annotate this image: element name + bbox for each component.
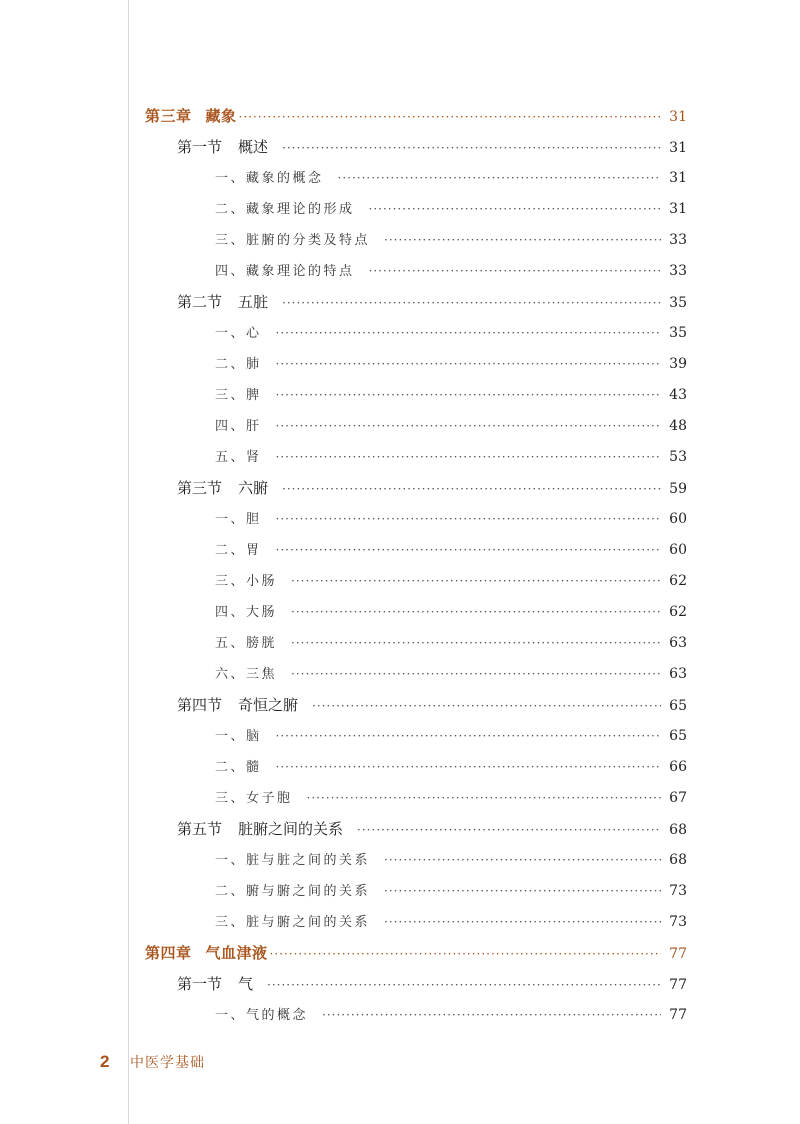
toc-entry-number: 第四章 <box>145 944 192 962</box>
toc-entry-title: 四、藏象理论的特点 <box>215 264 355 279</box>
toc-leader-dots <box>384 907 661 938</box>
toc-entry-label <box>177 690 298 721</box>
toc-leader-dots <box>276 752 662 783</box>
toc-entry-title: 一、气的概念 <box>215 1008 309 1023</box>
toc-item-row[interactable] <box>145 535 687 566</box>
toc-leader-dots <box>384 845 661 876</box>
toc-leader-dots <box>276 318 662 349</box>
toc-entry-number: 第四节 <box>177 696 223 714</box>
toc-page-number: 63 <box>669 666 687 682</box>
toc-entry-title: 一、藏象的概念 <box>215 171 324 186</box>
toc-page-number: 66 <box>669 759 687 775</box>
toc-leader-dots <box>239 102 662 133</box>
toc-page-number: 31 <box>669 140 687 156</box>
toc-page-number: 77 <box>669 946 687 962</box>
toc-entry-label <box>215 783 293 814</box>
toc-entry-label <box>215 349 262 380</box>
toc-item-row[interactable] <box>145 442 687 473</box>
toc-leader-dots <box>291 628 661 659</box>
toc-entry-title: 四、大肠 <box>215 605 278 620</box>
toc-page-number: 31 <box>669 201 687 217</box>
toc-item-row[interactable] <box>145 907 687 938</box>
toc-leader-dots <box>384 225 661 256</box>
toc-entry-label <box>215 1000 308 1031</box>
toc-item-row[interactable] <box>145 659 687 690</box>
toc-leader-dots <box>267 970 661 1001</box>
toc-entry-label <box>215 163 324 194</box>
toc-entry-label <box>215 380 262 411</box>
toc-entry-number: 第三章 <box>145 107 192 125</box>
toc-item-row[interactable] <box>145 1000 687 1031</box>
toc-page-number: 60 <box>669 542 687 558</box>
toc-entry-label <box>215 721 262 752</box>
toc-entry-number: 第一节 <box>177 138 223 156</box>
toc-item-row[interactable] <box>145 256 687 287</box>
toc-entry-title: 一、心 <box>215 326 262 341</box>
toc-chapter-row[interactable] <box>145 938 687 969</box>
toc-page-number: 62 <box>669 573 687 589</box>
toc-leader-dots <box>276 721 662 752</box>
toc-entry-number: 第五节 <box>177 820 223 838</box>
toc-entry-label <box>215 597 277 628</box>
toc-entry-title: 三、女子胞 <box>215 791 293 806</box>
toc-section-row[interactable] <box>145 132 687 163</box>
toc-entry-label <box>177 132 268 163</box>
toc-entry-label <box>215 411 262 442</box>
toc-entry-label <box>215 876 370 907</box>
toc-leader-dots <box>312 691 661 722</box>
toc-chapter-row[interactable] <box>145 101 687 132</box>
toc-leader-dots <box>276 349 662 380</box>
toc-entry-title: 五脏 <box>238 293 269 311</box>
toc-leader-dots <box>270 939 662 970</box>
toc-leader-dots <box>369 194 662 225</box>
toc-entry-title: 三、脏腑的分类及特点 <box>215 233 371 248</box>
toc-item-row[interactable] <box>145 318 687 349</box>
toc-item-row[interactable] <box>145 349 687 380</box>
toc-entry-title: 六、三焦 <box>215 667 278 682</box>
toc-leader-dots <box>276 380 662 411</box>
toc-page-number: 67 <box>669 790 687 806</box>
toc-entry-title: 藏象 <box>205 107 237 125</box>
toc-entry-title: 二、肺 <box>215 357 262 372</box>
toc-item-row[interactable] <box>145 163 687 194</box>
toc-page-number: 33 <box>669 232 687 248</box>
toc-entry-title: 二、腑与腑之间的关系 <box>215 884 371 899</box>
toc-entry-title: 一、脑 <box>215 729 262 744</box>
toc-page-number: 31 <box>669 109 687 125</box>
toc-item-row[interactable] <box>145 752 687 783</box>
toc-leader-dots <box>282 288 661 319</box>
toc-item-row[interactable] <box>145 411 687 442</box>
toc-entry-label <box>177 287 268 318</box>
toc-entry-label <box>215 535 262 566</box>
toc-item-row[interactable] <box>145 628 687 659</box>
toc-item-row[interactable] <box>145 566 687 597</box>
toc-entry-label <box>177 814 343 845</box>
toc-entry-title: 三、脾 <box>215 388 262 403</box>
toc-entry-label <box>215 442 262 473</box>
toc-page-number: 77 <box>669 1007 687 1023</box>
toc-entry-title: 五、肾 <box>215 450 262 465</box>
toc-item-row[interactable] <box>145 504 687 535</box>
toc-leader-dots <box>338 163 662 194</box>
toc-item-row[interactable] <box>145 225 687 256</box>
toc-leader-dots <box>291 566 661 597</box>
toc-leader-dots <box>307 783 662 814</box>
toc-page-number: 63 <box>669 635 687 651</box>
footer-page-number: 2 <box>100 1052 110 1071</box>
toc-leader-dots <box>322 1000 661 1031</box>
toc-entry-title: 奇恒之腑 <box>238 696 299 714</box>
table-of-contents <box>145 101 687 1031</box>
toc-leader-dots <box>384 876 661 907</box>
toc-entry-title: 概述 <box>238 138 269 156</box>
toc-entry-title: 脏腑之间的关系 <box>238 820 344 838</box>
toc-entry-label <box>215 752 262 783</box>
toc-section-row[interactable] <box>145 814 687 845</box>
toc-page-number: 73 <box>669 883 687 899</box>
toc-entry-label <box>215 194 355 225</box>
toc-entry-label <box>145 938 268 969</box>
toc-page-number: 48 <box>669 418 687 434</box>
toc-entry-number: 第三节 <box>177 479 223 497</box>
toc-page-number: 31 <box>669 170 687 186</box>
toc-entry-title: 一、胆 <box>215 512 262 527</box>
toc-page-number: 35 <box>669 325 687 341</box>
toc-item-row[interactable] <box>145 783 687 814</box>
footer-book-title: 中医学基础 <box>130 1055 205 1071</box>
toc-item-row[interactable] <box>145 876 687 907</box>
toc-leader-dots <box>291 597 661 628</box>
toc-leader-dots <box>282 133 661 164</box>
toc-entry-title: 五、膀胱 <box>215 636 278 651</box>
toc-entry-title: 二、藏象理论的形成 <box>215 202 355 217</box>
toc-entry-label <box>215 225 370 256</box>
toc-item-row[interactable] <box>145 845 687 876</box>
toc-item-row[interactable] <box>145 721 687 752</box>
page-footer <box>100 1052 205 1072</box>
toc-item-row[interactable] <box>145 380 687 411</box>
toc-entry-label <box>215 659 277 690</box>
toc-entry-title: 气血津液 <box>205 944 268 962</box>
toc-entry-label <box>177 969 253 1000</box>
toc-entry-label <box>177 473 268 504</box>
toc-page-number: 33 <box>669 263 687 279</box>
toc-section-row[interactable] <box>145 969 687 1000</box>
toc-entry-label <box>215 845 370 876</box>
toc-section-row[interactable] <box>145 473 687 504</box>
toc-entry-label <box>215 318 262 349</box>
toc-entry-title: 六腑 <box>238 479 269 497</box>
toc-leader-dots <box>276 411 662 442</box>
toc-entry-title: 气 <box>238 975 254 993</box>
toc-entry-label <box>215 504 262 535</box>
toc-leader-dots <box>291 659 661 690</box>
toc-section-row[interactable] <box>145 690 687 721</box>
toc-entry-title: 一、脏与脏之间的关系 <box>215 853 371 868</box>
toc-leader-dots <box>369 256 662 287</box>
toc-leader-dots <box>276 442 662 473</box>
toc-entry-title: 二、胃 <box>215 543 262 558</box>
toc-page-number: 39 <box>669 356 687 372</box>
toc-page-number: 68 <box>669 822 687 838</box>
toc-page-number: 60 <box>669 511 687 527</box>
toc-page-number: 65 <box>669 698 687 714</box>
toc-item-row[interactable] <box>145 194 687 225</box>
toc-page-number: 65 <box>669 728 687 744</box>
toc-entry-number: 第一节 <box>177 975 223 993</box>
toc-page-number: 53 <box>669 449 687 465</box>
toc-entry-label <box>215 628 277 659</box>
page-margin-rule <box>128 0 129 1124</box>
toc-page-number: 68 <box>669 852 687 868</box>
toc-page-number: 59 <box>669 481 687 497</box>
toc-item-row[interactable] <box>145 597 687 628</box>
toc-entry-title: 三、小肠 <box>215 574 278 589</box>
toc-leader-dots <box>357 815 661 846</box>
toc-page-number: 77 <box>669 977 687 993</box>
toc-section-row[interactable] <box>145 287 687 318</box>
toc-entry-label <box>215 566 277 597</box>
toc-leader-dots <box>282 474 661 505</box>
toc-leader-dots <box>276 504 662 535</box>
toc-page-number: 62 <box>669 604 687 620</box>
toc-entry-title: 二、髓 <box>215 760 262 775</box>
toc-page-number: 35 <box>669 295 687 311</box>
toc-entry-number: 第二节 <box>177 293 223 311</box>
toc-entry-title: 四、肝 <box>215 419 262 434</box>
toc-entry-label <box>215 256 355 287</box>
toc-page-number: 43 <box>669 387 687 403</box>
toc-entry-title: 三、脏与腑之间的关系 <box>215 915 371 930</box>
toc-leader-dots <box>276 535 662 566</box>
toc-entry-label <box>145 101 237 132</box>
toc-page-number: 73 <box>669 914 687 930</box>
toc-entry-label <box>215 907 370 938</box>
